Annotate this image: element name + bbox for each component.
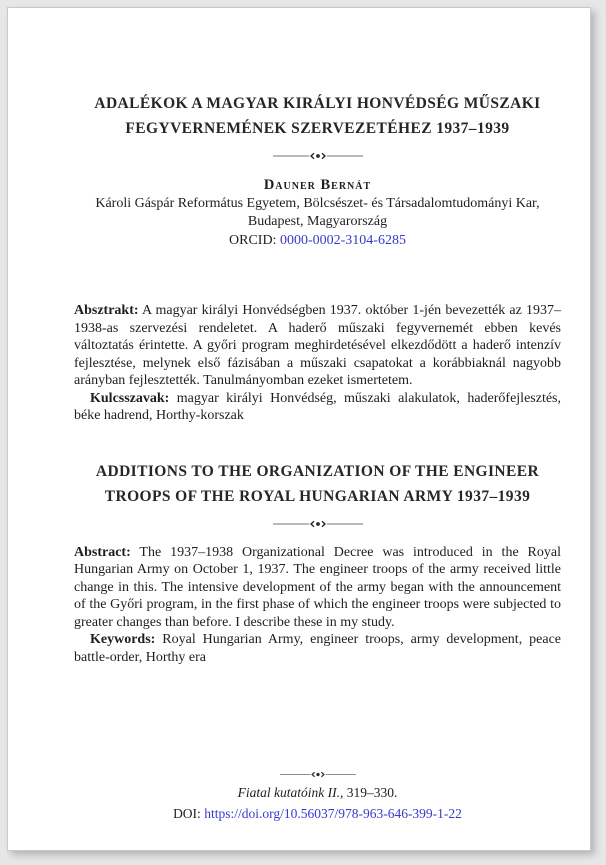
paper-title-english: ADDITIONS TO THE ORGANIZATION OF THE ENGINEER TROOPS OF THE ROYAL HUNGARIAN ARMY 1937–1939 [95, 462, 540, 505]
abstract-hu-label: Absztrakt: [74, 303, 139, 318]
keywords-hu-text: magyar királyi Honvédség, műszaki alakulatok, haderőfejlesztés, béke hadrend, Horthy-korszak [74, 390, 561, 423]
author-name: Dauner Bernát [263, 177, 372, 193]
orcid-link[interactable]: 0000-0002-3104-6285 [279, 232, 406, 248]
paper-title-hungarian: ADALÉKOK A MAGYAR KIRÁLYI HONVÉDSÉG MŰSZAKI FEGYVERNEMÉNEK SZERVEZETÉHEZ 1937–1939 [94, 95, 541, 137]
author-block [74, 176, 561, 250]
doi-link[interactable]: https://doi.org/10.56037/978-963-646-399-1-22 [204, 806, 462, 821]
author-affiliation-line2: Budapest, Magyarország [247, 214, 388, 229]
orcid-line [74, 232, 561, 251]
doi-label: DOI: [173, 806, 205, 821]
abstract-hungarian [74, 302, 561, 390]
footer-divider [74, 770, 561, 779]
keywords-english [74, 631, 561, 666]
paper-page [7, 7, 591, 851]
keywords-en-text: Royal Hungarian Army, engineer troops, army development, peace battle-order, Horthy era [74, 632, 561, 665]
english-title-divider [74, 519, 561, 529]
page-content [74, 8, 561, 666]
abstract-hu-text: A magyar királyi Honvédségben 1937. október 1-jén bevezették az 1937–1938-as szervezési rendeletet. A haderő műszaki fegyvernemét ebben kevés változtatás érintette. A győri program meghirdetésével elkezdődött a haderő intenzív fejlesztése, melynek első fázisában a műszaki csapatokat a korábbiaknál nagyobb arányban fejlesztették. Tanulmányomban ezeket ismertetem. [74, 303, 561, 388]
orcid-label: ORCID: [229, 232, 280, 248]
keywords-en-label: Keywords: [90, 632, 156, 647]
divider-ornament-icon [273, 519, 363, 529]
abstract-en-text: The 1937–1938 Organizational Decree was introduced in the Royal Hungarian Army on October 1, 1937. The engineer troops of the army received little change in this. The intensive development of the army began with the announcement of the Győri program, in the first phase of which the engineer troops were subjected to greater changes than before. I describe these in my study. [74, 544, 561, 630]
footer-doi-line [74, 805, 561, 822]
abstract-en-label: Abstract: [74, 544, 131, 560]
author-affiliation-line1: Károli Gáspár Református Egyetem, Bölcsészet- és Társadalomtudományi Kar, [95, 195, 540, 211]
keywords-hu-label: Kulcsszavak: [90, 390, 170, 406]
series-title: Fiatal kutatóink II., [237, 785, 344, 800]
divider-ornament-icon [280, 770, 356, 779]
title-divider [74, 151, 561, 161]
abstract-english [74, 544, 561, 632]
divider-ornament-icon [273, 151, 363, 161]
keywords-hungarian [74, 390, 561, 425]
series-pages: 319–330. [343, 785, 398, 800]
page-footer [74, 770, 561, 822]
footer-series-line [74, 784, 561, 801]
